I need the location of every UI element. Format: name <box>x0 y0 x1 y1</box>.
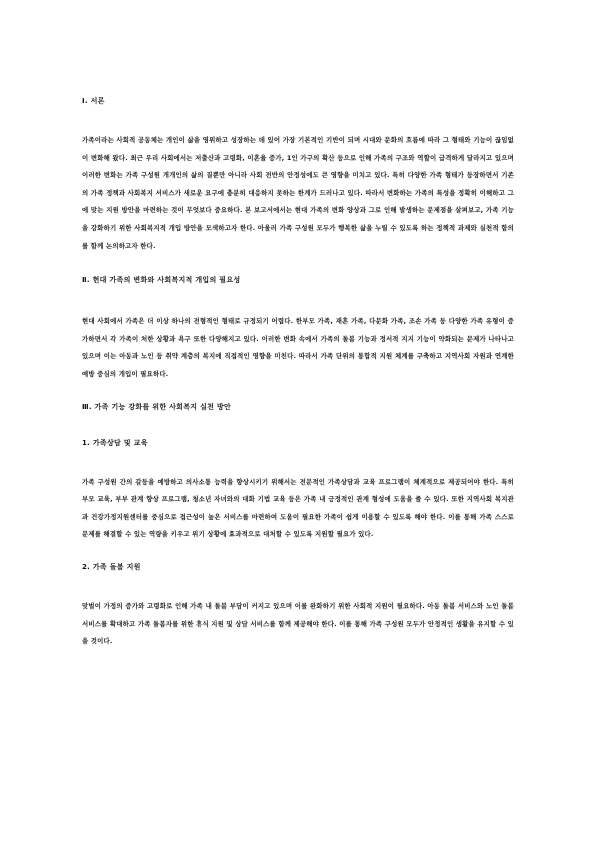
section-heading-introduction: Ⅰ. 서론 <box>82 97 105 105</box>
subsection-heading-counseling: 1. 가족상담 및 교육 <box>82 438 148 447</box>
section-heading-family-change: Ⅱ. 현대 가족의 변화와 사회복지적 개입의 필요성 <box>82 276 241 285</box>
care-support-paragraph: 맞벌이 가정의 증가와 고령화로 인해 가족 내 돌봄 부담이 커지고 있으며 이를 완화하기 위한 사회적 지원이 필요하다. 아동 돌봄 서비스와 노인 돌봄 서비스를 확대하고 가족 돌봄자를 위한 휴식 지원 및 상담 서비스를 함께 제공해야 한다. 이를 통해 가족 구성원 모두가 안정적인 생활을 유지할 수 있을 것이다. <box>82 601 514 646</box>
subsection-heading-care-support: 2. 가족 돌봄 지원 <box>82 562 141 571</box>
counseling-paragraph: 가족 구성원 간의 갈등을 예방하고 의사소통 능력을 향상시키기 위해서는 전문적인 가족상담과 교육 프로그램이 체계적으로 제공되어야 한다. 특히 부모 교육, 부부 관계 향상 프로그램, 청소년 자녀와의 대화 기법 교육 등은 가족 내 긍정적인 관계 형성에 도움을 줄 수 있다. 또한 지역사회 복지관과 건강가정지원센터를 중심으로 접근성이 높은 서비스를 마련하여 도움이 필요한 가족이 쉽게 이용할 수 있도록 해야 한다. 이를 통해 가족 스스로 문제를 해결할 수 있는 역량을 키우고 위기 상황에 효과적으로 대처할 수 있도록 지원할 필요가 있다. <box>82 477 514 539</box>
section-heading-practice-plans: Ⅲ. 가족 기능 강화를 위한 사회복지 실천 방안 <box>82 402 232 411</box>
family-change-paragraph: 현대 사회에서 가족은 더 이상 하나의 전형적인 형태로 규정되기 어렵다. 한부모 가족, 재혼 가족, 다문화 가족, 조손 가족 등 다양한 가족 유형이 증가하면서 각 가족이 처한 상황과 욕구 또한 다양해지고 있다. 이러한 변화 속에서 가족의 돌봄 기능과 정서적 지지 기능이 약화되는 문제가 나타나고 있으며 이는 아동과 노인 등 취약 계층의 복지에 직접적인 영향을 미친다. 따라서 가족 단위의 통합적 지원 체계를 구축하고 지역사회 자원과 연계한 예방 중심의 개입이 필요하다. <box>82 317 514 378</box>
document-body <box>82 96 514 651</box>
introduction-paragraph: 가족이라는 사회적 공동체는 개인이 삶을 영위하고 성장하는 데 있어 가장 기본적인 기반이 되며 시대와 문화의 흐름에 따라 그 형태와 기능이 끊임없이 변화해 왔다. 최근 우리 사회에서는 저출산과 고령화, 이혼율 증가, 1인 가구의 확산 등으로 인해 가족의 구조와 역할이 급격하게 달라지고 있으며 이러한 변화는 가족 구성원 개개인의 삶의 질뿐만 아니라 사회 전반의 안정성에도 큰 영향을 미치고 있다. 특히 다양한 가족 형태가 등장하면서 기존의 가족 정책과 사회복지 서비스가 새로운 요구에 충분히 대응하지 못하는 한계가 드러나고 있다. 따라서 변화하는 가족의 특성을 정확히 이해하고 그에 맞는 지원 방안을 마련하는 것이 무엇보다 중요하다. 본 보고서에서는 현대 가족의 변화 양상과 그로 인해 발생하는 문제점을 살펴보고, 가족 기능을 강화하기 위한 사회복지적 개입 방안을 모색하고자 한다. 아울러 가족 구성원 모두가 행복한 삶을 누릴 수 있도록 하는 정책적 과제와 실천적 함의를 함께 논의하고자 한다. <box>82 136 514 250</box>
